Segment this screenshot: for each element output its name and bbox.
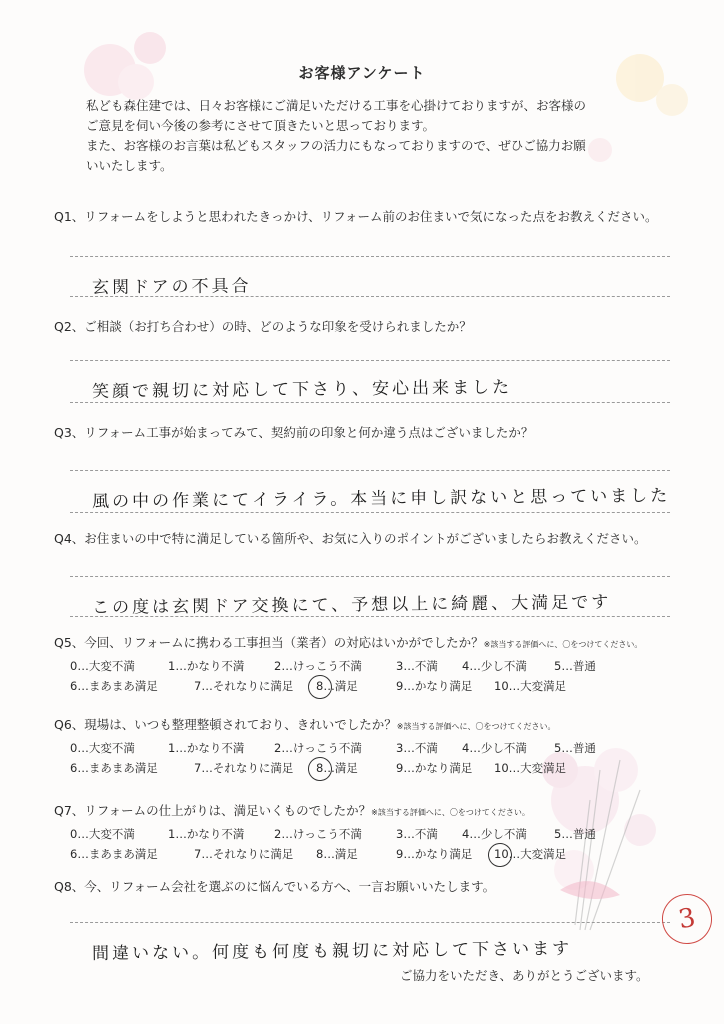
rating-option-3: 3…不満 [396, 741, 438, 755]
rating-option-9: 9…かなり満足 [396, 847, 473, 861]
answer-line [70, 360, 670, 361]
answer-line [70, 512, 670, 513]
rating-option-4: 4…少し不満 [462, 741, 527, 755]
rating-option-1: 1…かなり不満 [168, 741, 245, 755]
rating-option-5: 5…普通 [554, 741, 596, 755]
rating-option-1: 1…かなり不満 [168, 659, 245, 673]
answer-line [70, 402, 670, 403]
question-1: Q1、リフォームをしようと思われたきっかけ、リフォーム前のお住まいで気になった点をお教えください。 [54, 209, 658, 224]
rating-option-6: 6…まあまあ満足 [70, 847, 158, 861]
answer-line [70, 616, 670, 617]
answer-line [70, 576, 670, 577]
rating-option-2: 2…けっこう不満 [274, 827, 362, 841]
answer-line [70, 296, 670, 297]
rating-option-8: 8…満足 [316, 761, 358, 775]
answer-1: 玄関ドアの不具合 [91, 276, 252, 299]
rating-option-7: 7…それなりに満足 [194, 679, 294, 693]
intro-text: 私ども森住建では、日々お客様にご満足いただける工事を心掛けておりますが、お客様の ご意見を伺い今後の参考にさせて頂きたいと思っております。 また、お客様のお言葉は私どもスタッフの活力にもなっておりますので、ぜひご協力お願 いいたします。 [86, 98, 587, 173]
rating-option-6: 6…まあまあ満足 [70, 761, 158, 775]
answer-3: 風の中の作業にてイライラ。本当に申し訳ないと思っていました [91, 485, 671, 513]
rating-option-9: 9…かなり満足 [396, 679, 473, 693]
question-2: Q2、ご相談（お打ち合わせ）の時、どのような印象を受けられましたか？ [54, 319, 472, 334]
rating-option-9: 9…かなり満足 [396, 761, 473, 775]
rating-option-10: 10…大変満足 [494, 847, 567, 861]
rating-option-0: 0…大変不満 [70, 827, 135, 841]
question-7-label: Q7、リフォームの仕上がりは、満足いくものでしたか？ [54, 803, 372, 818]
rating-option-10: 10…大変満足 [494, 679, 567, 693]
question-5 [54, 634, 694, 654]
rating-option-8: 8…満足 [316, 847, 358, 861]
question-5-label: Q5、今回、リフォームに携わる工事担当（業者）の対応はいかがでしたか？ [54, 635, 484, 650]
rating-option-5: 5…普通 [554, 659, 596, 673]
rating-option-2: 2…けっこう不満 [274, 659, 362, 673]
answer-2: 笑顔で親切に対応して下さり、安心出来ました [91, 377, 513, 403]
rating-option-7: 7…それなりに満足 [194, 761, 294, 775]
question-6-label: Q6、現場は、いつも整理整頓されており、きれいでしたか？ [54, 717, 397, 732]
page-number-stamp: 3 [658, 890, 716, 948]
rating-option-10: 10…大変満足 [494, 761, 567, 775]
question-5-note: ※該当する評価へに、〇をつけてください。 [483, 640, 643, 649]
rating-option-0: 0…大変不満 [70, 741, 135, 755]
survey-title: お客様アンケート [298, 64, 426, 82]
rating-option-7: 7…それなりに満足 [194, 847, 294, 861]
question-6 [54, 716, 694, 736]
rating-options-q6 [70, 738, 690, 778]
question-3: Q3、リフォーム工事が始まってみて、契約前の印象と何か違う点はございましたか？ [54, 425, 534, 440]
answer-8: 間違いない。何度も何度も親切に対応して下さいます [91, 939, 573, 965]
question-7-note: ※該当する評価へに、〇をつけてください。 [371, 808, 530, 817]
rating-option-8: 8…満足 [316, 679, 358, 693]
question-7 [54, 802, 694, 822]
rating-option-6: 6…まあまあ満足 [70, 679, 158, 693]
answer-line [70, 470, 670, 471]
rating-option-3: 3…不満 [396, 827, 438, 841]
rating-option-0: 0…大変不満 [70, 659, 135, 673]
rating-options-q5 [70, 656, 690, 696]
question-8: Q8、今、リフォーム会社を選ぶのに悩んでいる方へ、一言お願いいたします。 [54, 879, 496, 894]
rating-option-4: 4…少し不満 [462, 659, 527, 673]
question-6-note: ※該当する評価へに、〇をつけてください。 [396, 722, 556, 731]
answer-4: この度は玄関ドア交換にて、予想以上に綺麗、大満足です [91, 592, 612, 619]
answer-line [70, 256, 670, 257]
rating-option-3: 3…不満 [396, 659, 438, 673]
answer-line [70, 922, 670, 923]
rating-option-5: 5…普通 [554, 827, 596, 841]
rating-option-1: 1…かなり不満 [168, 827, 245, 841]
footer-thanks: ご協力をいただき、ありがとうございます。 [400, 968, 649, 983]
rating-option-4: 4…少し不満 [462, 827, 527, 841]
question-4: Q4、お住まいの中で特に満足している箇所や、お気に入りのポイントがございましたらお教えください。 [54, 531, 647, 546]
rating-option-2: 2…けっこう不満 [274, 741, 362, 755]
rating-options-q7 [70, 824, 690, 864]
